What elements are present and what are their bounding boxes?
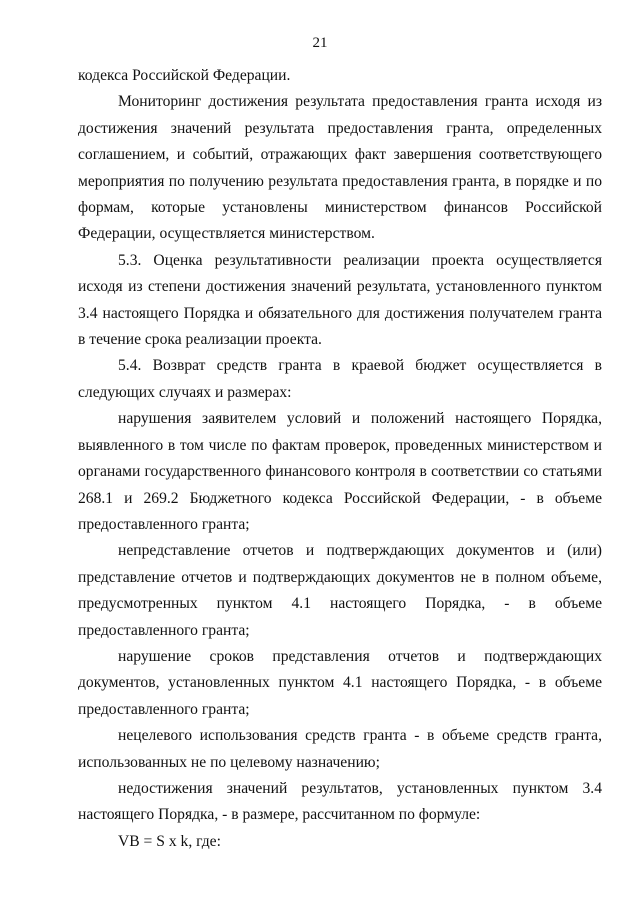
paragraph-nonachievement-results: недостижения значений результатов, установленных пунктом 3.4 настоящего Порядка, - в размере, рассчитанном по формуле: — [78, 779, 602, 824]
document-body — [78, 63, 602, 855]
paragraph-continuation: кодекса Российской Федерации. — [78, 67, 291, 84]
paragraph-monitoring: Мониторинг достижения результата предоставления гранта исходя из достижения значений результата предоставления гранта, определенных соглашением, и событий, отражающих факт завершения соответствующего мероприятия по получению результата предоставления гранта, в порядке и по формам, которые установлены министерством финансов Российской Федерации, осуществляется министерством. — [78, 93, 602, 243]
paragraph-5-3: 5.3. Оценка результативности реализации проекта осуществляется исходя из степени достижения значений результата, установленного пунктом 3.4 настоящего Порядка и обязательного для достижения получателем гранта в течение срока реализации проекта. — [78, 251, 602, 349]
formula-line: VB = S x k, где: — [118, 832, 221, 850]
page-number: 21 — [312, 35, 328, 51]
paragraph-nonsubmission-reports: непредставление отчетов и подтверждающих документов и (или) представление отчетов и подтверждающих документов не в полном объеме, предусмотренных пунктом 4.1 настоящего Порядка, - в объеме предоставленного гранта; — [78, 542, 602, 639]
paragraph-violation-conditions: нарушения заявителем условий и положений настоящего Порядка, выявленного в том числе по фактам проверок, проведенных министерством и органами государственного финансового контроля в соответствии со статьями 268.1 и 269.2 Бюджетного кодекса Российской Федерации, - в объеме предоставленного гранта; — [78, 410, 602, 533]
paragraph-5-4: 5.4. Возврат средств гранта в краевой бюджет осуществляется в следующих случаях и размерах: — [78, 357, 602, 401]
paragraph-reporting-deadlines: нарушение сроков представления отчетов и подтверждающих документов, установленных пунктом 4.1 настоящего Порядка, - в объеме предоставленного гранта; — [78, 647, 602, 718]
paragraph-misuse-funds: нецелевого использования средств гранта - в объеме средств гранта, использованных не по целевому назначению; — [78, 727, 602, 771]
